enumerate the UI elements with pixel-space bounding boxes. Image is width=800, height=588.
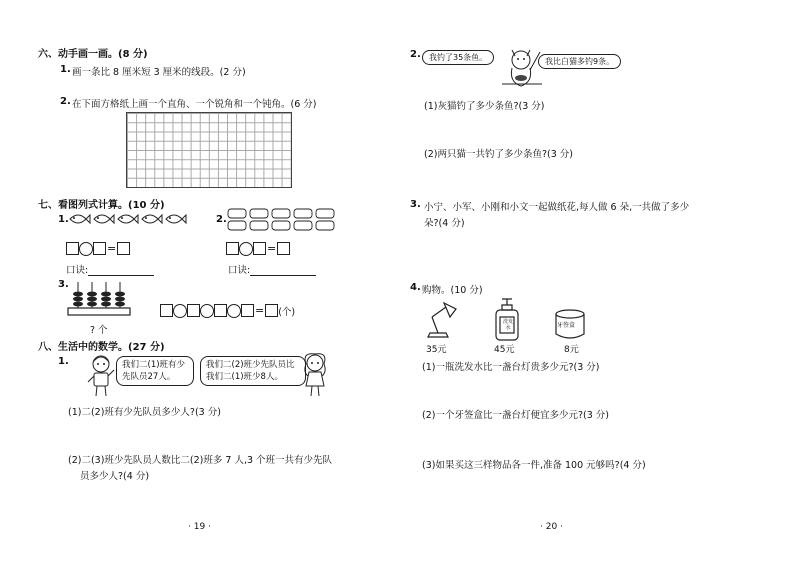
koujue-label: 口诀: [66, 265, 89, 276]
r-q3-line2: 朵?(4 分) [424, 218, 465, 229]
s7-q1-koujue [66, 262, 154, 276]
speech-bubble-class2: 我们二(2)班少先队员比我们二(1)班少8人。 [200, 356, 306, 386]
equals-sign: = [267, 242, 277, 255]
s7-q2-number: 2. [216, 214, 227, 225]
bird-groups-icon [226, 207, 338, 233]
section-8-title: 八、生活中的数学。(27 分) [38, 342, 165, 353]
speech-bubble-gray-cat: 我钓了35条鱼。 [422, 50, 494, 65]
answer-box[interactable] [214, 304, 227, 317]
r-q4-sub2: (2)一个牙签盒比一盏台灯便宜多少元?(3 分) [422, 410, 609, 421]
r-q4-number: 4. [410, 282, 421, 293]
answer-box[interactable] [226, 242, 239, 255]
s7-q3-equation [160, 300, 295, 319]
s7-q1-number: 1. [58, 214, 69, 225]
s7-q1-equation [66, 238, 130, 257]
speech-bubble-white-cat: 我比白猫多钓9条。 [538, 54, 621, 69]
s7-q3-number: 3. [58, 279, 69, 290]
desk-lamp-icon [420, 299, 464, 341]
s8-sub2-line2: 员多少人?(4 分) [80, 471, 150, 482]
koujue-blank[interactable] [88, 265, 154, 276]
equals-sign: = [255, 304, 265, 317]
koujue-label: 口诀: [228, 265, 251, 276]
toothpick-price: 8元 [564, 345, 579, 355]
operator-circle[interactable] [173, 304, 187, 318]
section-6-title: 六、动手画一画。(8 分) [38, 49, 148, 60]
s7-q2-koujue [228, 262, 316, 276]
answer-box[interactable] [117, 242, 130, 255]
toothpick-label: 牙签盒 [557, 322, 576, 329]
answer-box[interactable] [187, 304, 200, 317]
lamp-price: 35元 [426, 345, 447, 355]
s8-sub2-line1: (2)二(3)班少先队员人数比二(2)班多 7 人,3 个班一共有少先队 [68, 455, 333, 466]
operator-circle[interactable] [200, 304, 214, 318]
answer-box[interactable] [253, 242, 266, 255]
page-number-right: · 20 · [540, 522, 563, 532]
s6-q1-text: 画一条比 8 厘米短 3 厘米的线段。(2 分) [72, 67, 246, 78]
r-q2-sub1: (1)灰猫钓了多少条鱼?(3 分) [424, 101, 545, 112]
koujue-blank[interactable] [250, 265, 316, 276]
abacus-icon [64, 278, 134, 320]
answer-box[interactable] [160, 304, 173, 317]
r-q2-sub2: (2)两只猫一共钓了多少条鱼?(3 分) [424, 149, 573, 160]
r-q3-number: 3. [410, 199, 421, 210]
page-number-left: · 19 · [188, 522, 211, 532]
r-q4-sub3: (3)如果买这三样物品各一件,准备 100 元够吗?(4 分) [422, 460, 646, 471]
r-q3-line1: 小宁、小军、小刚和小文一起做纸花,每人做 6 朵,一共做了多少 [424, 202, 690, 213]
r-q2-number: 2. [410, 49, 421, 60]
s7-q2-equation [226, 238, 290, 257]
answer-box[interactable] [241, 304, 254, 317]
s8-q1-number: 1. [58, 356, 69, 367]
equals-sign: = [107, 242, 117, 255]
boy-icon [86, 354, 116, 398]
abacus-caption: ? 个 [90, 325, 108, 336]
shampoo-price: 45元 [494, 345, 515, 355]
grid-paper[interactable] [126, 112, 292, 188]
answer-box[interactable] [66, 242, 79, 255]
r-q4-title: 购物。(10 分) [422, 285, 483, 296]
s6-q2-number: 2. [60, 96, 71, 107]
s6-q2-text: 在下面方格纸上画一个直角、一个锐角和一个钝角。(6 分) [72, 99, 317, 110]
operator-circle[interactable] [227, 304, 241, 318]
fish-group-icon [66, 209, 192, 229]
answer-box[interactable] [93, 242, 106, 255]
operator-circle[interactable] [79, 242, 93, 256]
s6-q1-number: 1. [60, 64, 71, 75]
s8-sub1: (1)二(2)班有少先队员多少人?(3 分) [68, 407, 221, 418]
cat-fishing-icon [500, 44, 544, 90]
section-7-title: 七、看图列式计算。(10 分) [38, 200, 165, 211]
girl-icon [300, 352, 330, 398]
answer-box[interactable] [265, 304, 278, 317]
r-q4-sub1: (1)一瓶洗发水比一盏台灯贵多少元?(3 分) [422, 362, 600, 373]
shampoo-label: 洗发水 [502, 319, 513, 331]
unit-ge: (个) [278, 307, 296, 318]
operator-circle[interactable] [239, 242, 253, 256]
speech-bubble-class1: 我们二(1)班有少先队员27人。 [116, 356, 194, 386]
answer-box[interactable] [277, 242, 290, 255]
